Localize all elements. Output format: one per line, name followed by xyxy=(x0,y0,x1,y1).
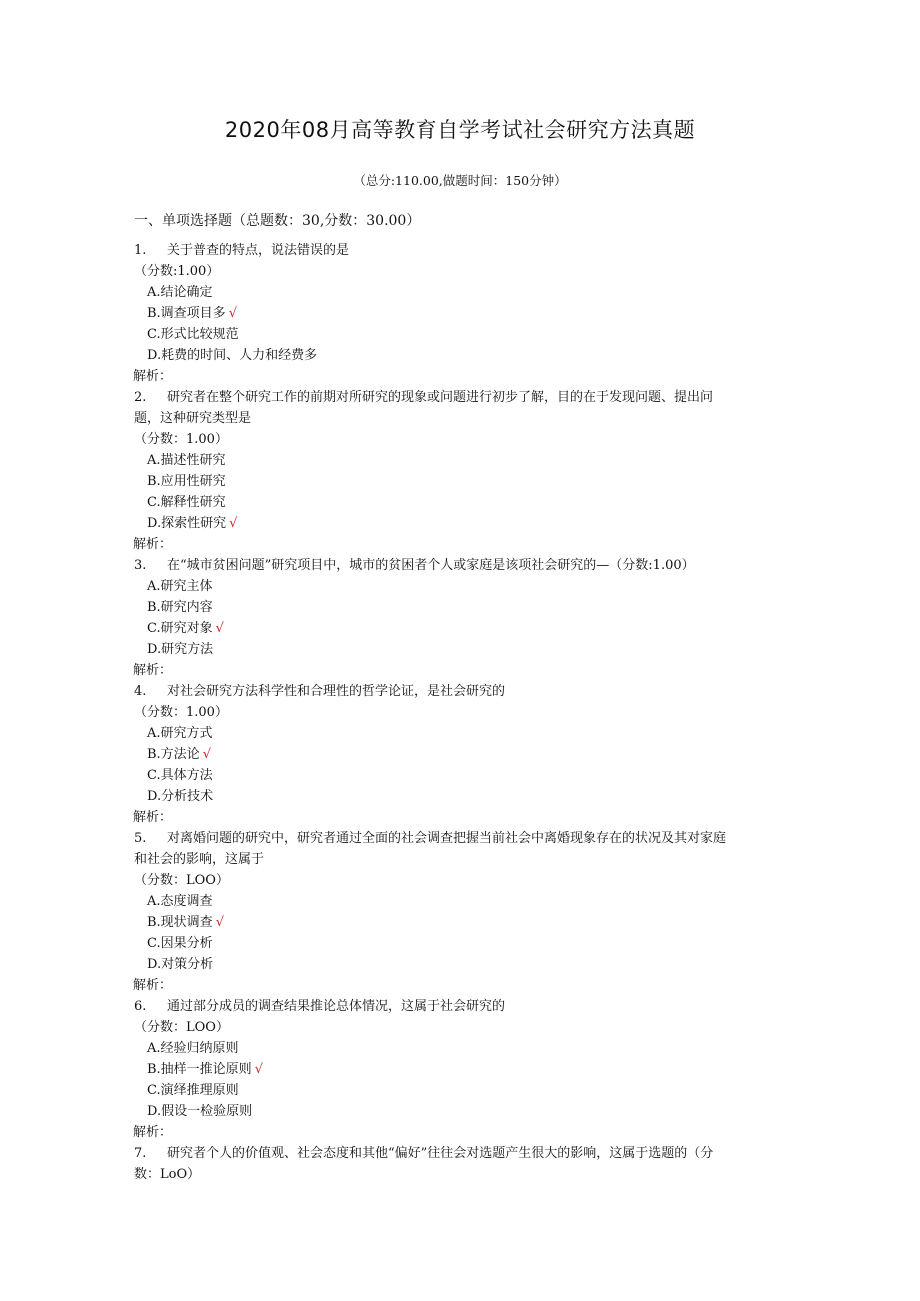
question-number: 4. xyxy=(134,684,147,699)
question-score: （分数：LOO） xyxy=(134,1020,229,1035)
question-score: （分数：LOO） xyxy=(134,873,229,888)
section-heading: 一、单项选择题（总题数：30,分数：30.00） xyxy=(134,213,421,229)
answer-option xyxy=(134,1101,774,1122)
answer-option xyxy=(134,345,774,366)
analysis-label: 解析： xyxy=(133,537,173,552)
option-text: A.结论确定 xyxy=(147,285,213,300)
answer-option xyxy=(134,282,774,303)
document-title: 2020年08月高等教育自学考试社会研究方法真题 xyxy=(224,118,696,142)
answer-option xyxy=(134,597,774,618)
answer-option xyxy=(134,303,774,324)
question-number: 5. xyxy=(134,831,147,846)
question-number: 3. xyxy=(134,558,147,573)
answer-option xyxy=(134,912,774,933)
option-text: C.演绎推理原则 xyxy=(147,1083,239,1098)
option-text: C.研究对象 xyxy=(147,621,213,636)
answer-option xyxy=(134,471,774,492)
exam-info: （总分:110.00,做题时间：150分钟） xyxy=(353,173,567,188)
analysis-label: 解析： xyxy=(133,369,173,384)
question-number: 2. xyxy=(134,390,147,405)
question-number: 1. xyxy=(134,243,147,258)
answer-option xyxy=(134,786,774,807)
question-text: 关于普查的特点，说法错误的是 xyxy=(167,243,350,258)
answer-option xyxy=(134,954,774,975)
correct-check-icon: √ xyxy=(229,516,238,531)
question-item xyxy=(134,681,774,828)
option-text: B.应用性研究 xyxy=(147,474,226,489)
correct-check-icon: √ xyxy=(215,621,224,636)
question-stem xyxy=(134,240,774,261)
question-text: 研究者个人的价值观、社会态度和其他“偏好”往往会对选题产生很大的影响，这属于选题的（分 xyxy=(167,1146,714,1161)
option-text: D.研究方法 xyxy=(147,642,214,657)
answer-option xyxy=(134,723,774,744)
answer-option xyxy=(134,324,774,345)
answer-option xyxy=(134,639,774,660)
correct-check-icon: √ xyxy=(228,306,237,321)
option-text: D.分析技术 xyxy=(147,789,214,804)
question-score: （分数：1.00） xyxy=(134,705,228,720)
option-text: C.形式比较规范 xyxy=(147,327,239,342)
question-number: 7. xyxy=(134,1146,147,1161)
question-stem xyxy=(134,1143,774,1164)
question-list xyxy=(134,240,774,1185)
answer-option xyxy=(134,744,774,765)
analysis-label: 解析： xyxy=(133,978,173,993)
option-text: A.态度调查 xyxy=(147,894,213,909)
answer-option xyxy=(134,933,774,954)
question-item xyxy=(134,1143,774,1185)
option-text: B.研究内容 xyxy=(147,600,213,615)
option-text: A.描述性研究 xyxy=(147,453,226,468)
question-item xyxy=(134,996,774,1143)
question-text: 研究者在整个研究工作的前期对所研究的现象或问题进行初步了解，目的在于发现问题、提出问 xyxy=(167,390,714,405)
answer-option xyxy=(134,618,774,639)
answer-option xyxy=(134,450,774,471)
question-text-continued: 数：LoO） xyxy=(134,1167,201,1182)
question-text-continued: 和社会的影响，这属于 xyxy=(134,852,265,867)
analysis-label: 解析： xyxy=(133,1125,173,1140)
question-text: 对离婚问题的研究中，研究者通过全面的社会调查把握当前社会中离婚现象存在的状况及其对家庭 xyxy=(167,831,727,846)
question-text: 在“城市贫困问题”研究项目中，城市的贫困者个人或家庭是该项社会研究的—（分数:1.00） xyxy=(167,558,695,573)
option-text: D.假设一检验原则 xyxy=(147,1104,253,1119)
option-text: D.耗费的时间、人力和经费多 xyxy=(147,348,318,363)
question-item xyxy=(134,555,774,681)
answer-option xyxy=(134,513,774,534)
question-item xyxy=(134,240,774,387)
option-text: C.因果分析 xyxy=(147,936,213,951)
answer-option xyxy=(134,492,774,513)
question-stem xyxy=(134,996,774,1017)
question-score: （分数：1.00） xyxy=(134,432,228,447)
option-text: D.探索性研究 xyxy=(147,516,227,531)
option-text: A.经验归纳原则 xyxy=(147,1041,239,1056)
answer-option xyxy=(134,1038,774,1059)
question-item xyxy=(134,828,774,996)
analysis-label: 解析： xyxy=(133,810,173,825)
question-text: 通过部分成员的调查结果推论总体情况，这属于社会研究的 xyxy=(167,999,506,1014)
analysis-label: 解析： xyxy=(133,663,173,678)
question-stem xyxy=(134,681,774,702)
question-stem xyxy=(134,555,774,576)
option-text: B.方法论 xyxy=(147,747,200,762)
answer-option xyxy=(134,1059,774,1080)
option-text: D.对策分析 xyxy=(147,957,214,972)
question-item xyxy=(134,387,774,555)
option-text: C.解释性研究 xyxy=(147,495,226,510)
question-stem xyxy=(134,387,774,408)
option-text: B.抽样一推论原则 xyxy=(147,1062,252,1077)
answer-option xyxy=(134,765,774,786)
question-number: 6. xyxy=(134,999,147,1014)
question-text: 对社会研究方法科学性和合理性的哲学论证，是社会研究的 xyxy=(167,684,506,699)
question-text-continued: 题，这种研究类型是 xyxy=(134,411,252,426)
correct-check-icon: √ xyxy=(254,1062,263,1077)
option-text: B.现状调查 xyxy=(147,915,213,930)
answer-option xyxy=(134,1080,774,1101)
option-text: C.具体方法 xyxy=(147,768,213,783)
question-stem xyxy=(134,828,774,849)
answer-option xyxy=(134,576,774,597)
option-text: A.研究主体 xyxy=(147,579,213,594)
correct-check-icon: √ xyxy=(202,747,211,762)
question-score: （分数:1.00） xyxy=(134,264,220,279)
correct-check-icon: √ xyxy=(215,915,224,930)
option-text: B.调查项目多 xyxy=(147,306,226,321)
answer-option xyxy=(134,891,774,912)
option-text: A.研究方式 xyxy=(147,726,213,741)
